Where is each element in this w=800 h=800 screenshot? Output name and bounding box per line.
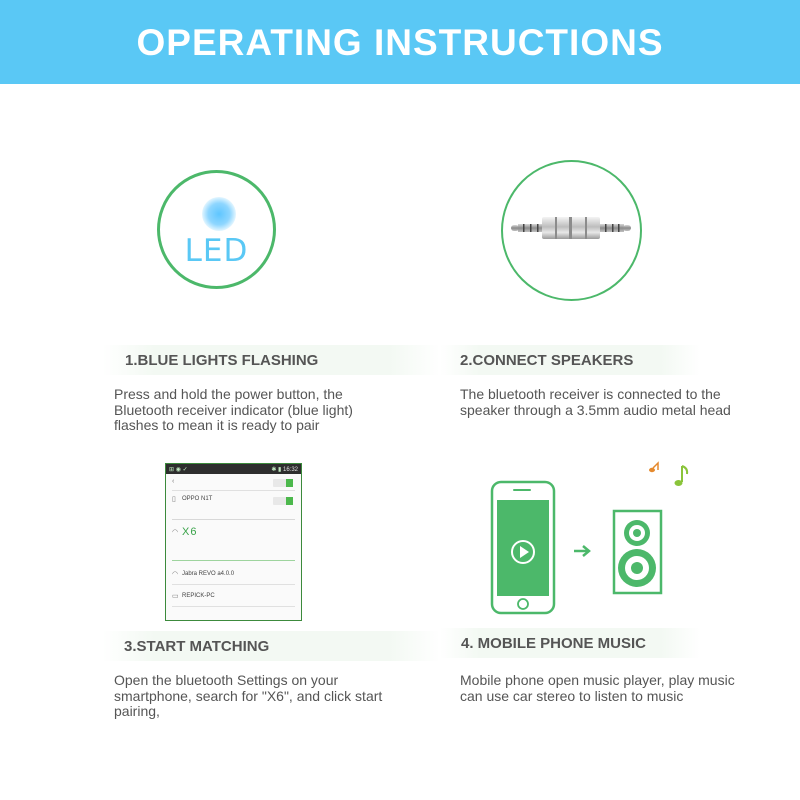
phone-to-speaker-graphic <box>490 460 710 620</box>
blue-light-glow <box>202 197 236 231</box>
step-4-line-1: Mobile phone open music player, play music <box>460 672 735 688</box>
step-4-title: 4. MOBILE PHONE MUSIC <box>461 634 647 652</box>
led-icon <box>157 170 276 289</box>
divider <box>172 519 295 520</box>
device-name-x6: X6 <box>182 526 198 538</box>
step-1-line-2: Bluetooth receiver indicator (blue light) <box>114 401 353 418</box>
audio-jack-graphic <box>503 162 639 298</box>
speaker-icon <box>614 511 661 593</box>
step-1-title-bar <box>103 345 440 375</box>
divider <box>172 606 295 607</box>
step-2-line-2: speaker through a 3.5mm audio metal head <box>460 401 731 418</box>
smartphone-icon <box>492 482 554 613</box>
phone-device-icon: ▯ <box>172 496 176 503</box>
step-1-line-1: Press and hold the power button, the <box>114 386 343 402</box>
device-row-x6[interactable] <box>172 526 293 538</box>
step-2-description <box>460 387 770 418</box>
step-2-line-1: The bluetooth receiver is connected to the <box>460 386 721 402</box>
step-3-title: 3.START MATCHING <box>124 637 270 655</box>
step-4-description <box>460 673 780 704</box>
visibility-toggle[interactable] <box>273 497 293 505</box>
step-1-title: 1.BLUE LIGHTS FLASHING <box>125 351 319 369</box>
phone-status-bar <box>166 464 301 474</box>
arrow-right-icon <box>574 546 589 556</box>
headphone-icon: ◠ <box>172 529 179 536</box>
step-3-line-1: Open the bluetooth Settings on your <box>114 672 339 688</box>
step-1-line-3: flashes to mean it is ready to pair <box>114 417 320 433</box>
status-icons-left: ⊞ ◉ ✓ <box>169 466 188 473</box>
device-name: REPICK-PC <box>182 593 215 599</box>
led-label: LED <box>184 233 249 269</box>
step-4-title-bar <box>440 628 700 658</box>
step-2-title: 2.CONNECT SPEAKERS <box>460 351 634 369</box>
headphone-icon: ◠ <box>172 571 179 578</box>
device-name: Jabra REVO a4.0.0 <box>182 571 235 577</box>
divider <box>172 490 295 491</box>
step-4-line-2: can use car stereo to listen to music <box>460 687 684 704</box>
bluetooth-settings-screenshot <box>165 463 302 621</box>
step-3-title-bar <box>103 631 440 661</box>
music-note-icon <box>649 463 687 486</box>
step-2-title-bar <box>440 345 700 375</box>
audio-jack-icon <box>501 160 642 301</box>
divider <box>172 584 295 585</box>
header-banner <box>0 0 800 84</box>
step-3-description <box>114 673 424 720</box>
step-1-description <box>114 387 414 434</box>
step-3-line-2: smartphone, search for "X6", and click start <box>114 687 383 704</box>
device-row-repick[interactable] <box>172 592 293 600</box>
divider <box>172 560 295 561</box>
device-name: OPPO N1T <box>182 496 213 502</box>
device-row-jabra[interactable] <box>172 570 293 578</box>
back-arrow-icon[interactable]: ‹ <box>172 478 175 485</box>
bluetooth-toggle[interactable] <box>273 479 293 487</box>
status-time: 16:32 <box>282 466 298 473</box>
laptop-icon: ▭ <box>172 593 179 600</box>
step-3-line-3: pairing, <box>114 703 160 719</box>
page-title: OPERATING INSTRUCTIONS <box>136 21 664 63</box>
status-icons-right: ✱ ▮ 16:32 <box>271 466 298 473</box>
